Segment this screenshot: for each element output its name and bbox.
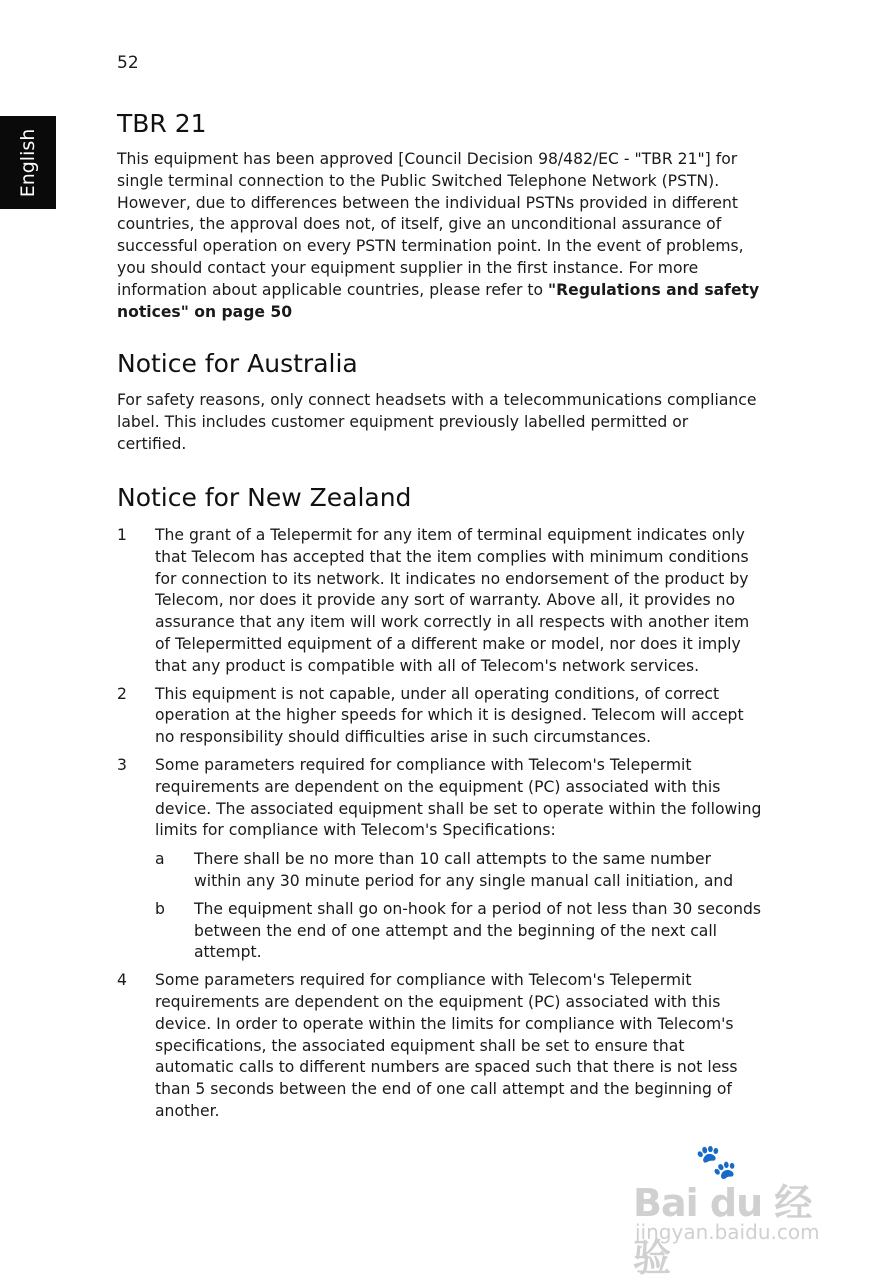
sub-list-item xyxy=(155,849,762,893)
section-heading-australia: Notice for Australia xyxy=(117,349,358,378)
list-number: 1 xyxy=(117,526,127,544)
sub-list-letter: a xyxy=(155,850,165,869)
list-number: 3 xyxy=(117,755,127,774)
watermark-logo: Bai du 经验 xyxy=(633,1181,812,1280)
section-heading-new-zealand: Notice for New Zealand xyxy=(117,483,412,512)
sub-list-item-text: The equipment shall go on-hook for a period of not less than 30 seconds between the end of one attempt and the beginning of the next call attempt. xyxy=(194,899,761,962)
paw-icon: 🐾 xyxy=(695,1142,738,1182)
list-item xyxy=(117,755,762,964)
watermark-url: jingyan.baidu.com xyxy=(635,1220,820,1244)
language-label: English xyxy=(17,128,39,197)
list-item xyxy=(117,525,762,678)
australia-paragraph: For safety reasons, only connect headsets with a telecommunications compliance label. This includes customer equipment previously labelled permitted or certified. xyxy=(117,391,757,453)
baidu-jingyan-watermark xyxy=(633,1142,838,1280)
list-item-text: The grant of a Telepermit for any item of terminal equipment indicates only that Telecom has accepted that the item complies with minimum conditions for connection to its network. It indicates no endorsement of the product by Telecom, nor does it provide any sort of warranty. Above all, it provides no assurance that any item will work correctly in all respects with another item of Telepermitted equipment of a different make or model, nor does it imply that any product is compatible with all of Telecom's network services. xyxy=(155,526,750,675)
list-item-text: Some parameters required for compliance with Telecom's Telepermit requirements are dependent on the equipment (PC) associated with this device. In order to operate within the limits for compliance with Telecom's specifications, the associated equipment shall be set to ensure that automatic calls to different numbers are spaced such that there is not less than 5 seconds between the end of one call attempt and the beginning of another. xyxy=(155,971,738,1120)
language-side-tab xyxy=(0,116,56,209)
new-zealand-list xyxy=(117,525,762,1129)
list-item xyxy=(117,970,762,1123)
sub-list xyxy=(155,849,762,964)
list-number: 2 xyxy=(117,684,127,703)
page-number: 52 xyxy=(117,53,139,73)
regulations-cross-reference-link[interactable]: "Regulations and safety notices" on page 50 xyxy=(117,280,760,321)
tbr21-paragraph xyxy=(117,149,762,323)
list-item xyxy=(117,684,762,749)
sub-list-item xyxy=(155,899,762,964)
sub-list-item-text: There shall be no more than 10 call attempts to the same number within any 30 minute period for any single manual call initiation, and xyxy=(194,850,734,890)
list-item-text: This equipment is not capable, under all operating conditions, of correct operation at the higher speeds for which it is designed. Telecom will accept no responsibility should difficulties arise in such circumstances. xyxy=(155,684,744,747)
sub-list-letter: b xyxy=(155,899,165,918)
list-number: 4 xyxy=(117,971,127,990)
list-item-text: Some parameters required for compliance with Telecom's Telepermit requirements are dependent on the equipment (PC) associated with this device. The associated equipment shall be set to operate within the following limits for compliance with Telecom's Specifications: xyxy=(155,755,762,840)
section-heading-tbr21: TBR 21 xyxy=(117,109,207,138)
tbr21-text: This equipment has been approved [Council Decision 98/482/EC - "TBR 21"] for single terminal connection to the Public Switched Telephone Network (PSTN). However, due to differences between the individual PSTNs provided in different countries, the approval does not, of itself, give an unconditional assurance of successful operation on every PSTN termination point. In the event of problems, you should contact your equipment supplier in the first instance. For more information about applicable countries, please refer to xyxy=(117,150,744,299)
